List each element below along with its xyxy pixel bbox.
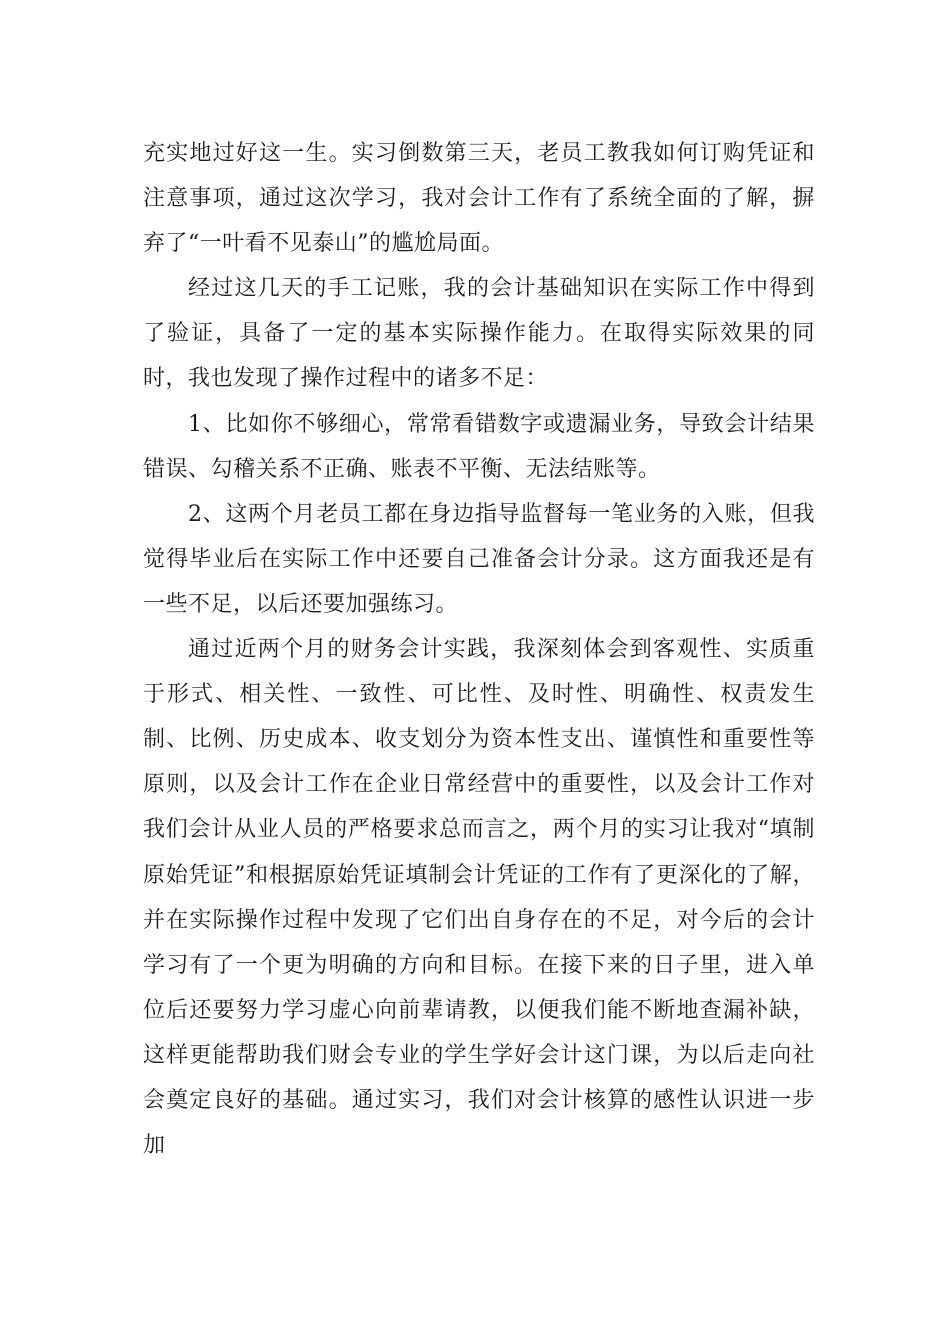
document-body: [143, 131, 815, 1168]
paragraph-2: 经过这几天的手工记账，我的会计基础知识在实际工作中得到了验证，具备了一定的基本实际操作能力。在取得实际效果的同时，我也发现了操作过程中的诸多不足：: [143, 276, 815, 392]
paragraph-5: 通过近两个月的财务会计实践，我深刻体会到客观性、实质重于形式、相关性、一致性、可比性、及时性、明确性、权责发生制、比例、历史成本、收支划分为资本性支出、谨慎性和重要性等原则，以及会计工作在企业日常经营中的重要性，以及会计工作对我们会计从业人员的严格要求总而言之，两个月的实习让我对“填制原始凭证”和根据原始凭证填制会计凭证的工作有了更深化的了解，并在实际操作过程中发现了它们出自身存在的不足，对今后的会计学习有了一个更为明确的方向和目标。在接下来的日子里，进入单位后还要努力学习虚心向前辈请教，以便我们能不断地查漏补缺，这样更能帮助我们财会专业的学生学好会计这门课，为以后走向社会奠定良好的基础。通过实习，我们对会计核算的感性认识进一步加: [143, 637, 815, 1159]
paragraph-3: 1、比如你不够细心，常常看错数字或遗漏业务，导致会计结果错误、勾稽关系不正确、账表不平衡、无法结账等。: [143, 411, 815, 482]
paragraph-4: 2、这两个月老员工都在身边指导监督每一笔业务的入账，但我觉得毕业后在实际工作中还要自己准备会计分录。这方面我还是有一些不足，以后还要加强练习。: [143, 501, 815, 617]
paragraph-1: 充实地过好这一生。实习倒数第三天，老员工教我如何订购凭证和注意事项，通过这次学习，我对会计工作有了系统全面的了解，摒弃了“一叶看不见泰山”的尴尬局面。: [143, 141, 815, 257]
